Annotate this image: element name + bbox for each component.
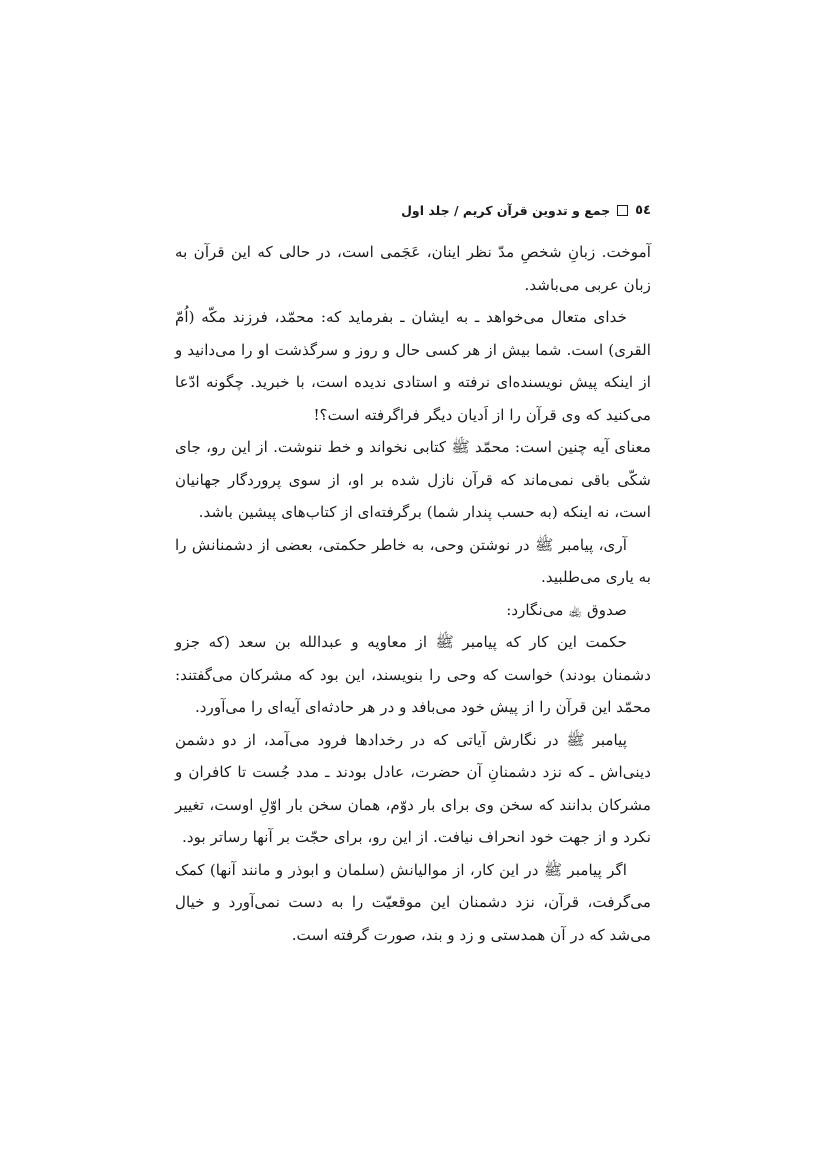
paragraph: معنای آیه چنین است: محمّد ﷺ کتابی نخواند و خط ننوشت. از این رو، جای شکّی باقی نمی‌ماند که قرآن نازل شده بر او، از سوی پروردگار جهانیان است، نه اینکه (به حسب پندار شما) برگرفته‌ای از کتاب‌های پیشین باشد. <box>175 438 651 521</box>
paragraph: آموخت. زبانِ شخصِ مدّ نظر اینان، عَجَمی است، در حالی که این قرآن به زبان عربی می‌باشد. <box>175 243 651 294</box>
square-bullet-icon <box>617 205 628 216</box>
paragraph: پیامبر ﷺ در نگارش آیاتی که در رخدادها فرود می‌آمد، از دو دشمن دینی‌اش ـ که نزد دشمنانِ آن حضرت، عادل بودند ـ مدد جُست تا کافران و مشرکان بدانند که سخن وی برای بار دوّم، همان سخن بار اوّلِ اوست، تغییر نکرد و از جهت خود انحراف نیافت. از این رو، برای حجّت بر آنها رساتر بود. <box>175 730 651 846</box>
running-header <box>175 198 651 222</box>
body-text <box>175 236 651 951</box>
running-header-title: جمع و تدوین قرآن کریم / جلد اول <box>401 202 611 218</box>
paragraph: خدای متعال می‌خواهد ـ به ایشان ـ بفرماید که: محمّد، فرزند مکّه (اُمّ القری) است. شما بیش از هر کسی حال و روز و سرگذشت او را می‌دانید و از اینکه پیش نویسنده‌ای نرفته و استادی ندیده است، با خبرید. چگونه ادّعا می‌کنید که وی قرآن را از اَدیان دیگر فراگرفته است؟! <box>175 308 651 424</box>
paragraph: اگر پیامبر ﷺ در این کار، از موالیانش (سلمان و ابوذر و مانند آنها) کمک می‌گرفت، قرآن، نزد دشمنان این موقعیّت را به دست نمی‌آورد و خیال می‌شد که در آن همدستی و زد و بند، صورت گرفته است. <box>175 860 651 944</box>
quote-intro: صدوق ﵀ می‌نگارد: <box>506 600 627 619</box>
page-number: ٥٤ <box>635 202 651 218</box>
book-page <box>175 0 651 1169</box>
paragraph: آری، پیامبر ﷺ در نوشتن وحی، به خاطر حکمتی، بعضی از دشمنانش را به یاری می‌طلبید. <box>175 535 651 586</box>
paragraph: حکمت این کار که پیامبر ﷺ از معاویه و عبدالله بن سعد (که جزو دشمنان بودند) خواست که وحی را بنویسند، این بود که مشرکان می‌گفتند: محمّد این قرآن را از پیش خود می‌بافد و در هر حادثه‌ای آیه‌ای را می‌آورد. <box>175 633 651 716</box>
